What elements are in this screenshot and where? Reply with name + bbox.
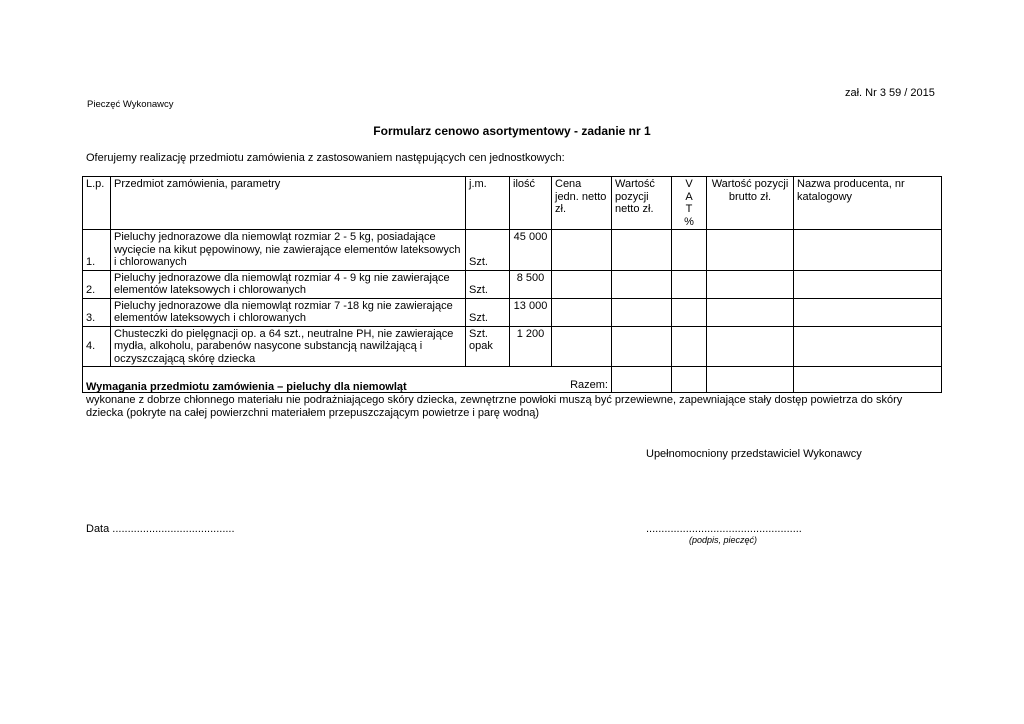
row-net-value-input[interactable] xyxy=(612,230,672,271)
document-reference: zał. Nr 3 59 / 2015 xyxy=(845,87,935,99)
row-unit-price-input[interactable] xyxy=(552,270,612,298)
header-vat: V A T % xyxy=(672,177,707,230)
requirements-text: wykonane z dobrze chłonnego materiału nie podrażniającego skóry dziecka, zewnętrzne powłoki muszą być przewiewne, zapewniające stały dostęp powietrza do skóry dziecka (pokryte na całej powierzchni materiałem przepuszczającym powietrze i parę wodną) xyxy=(86,394,903,419)
row-lp: 3. xyxy=(83,298,111,326)
row-lp: 2. xyxy=(83,270,111,298)
header-unit-price: Cena jedn. netto zł. xyxy=(552,177,612,230)
requirements-title: Wymagania przedmiotu zamówienia – pieluchy dla niemowląt xyxy=(86,381,407,393)
representative-label: Upełnomocniony przedstawiciel Wykonawcy xyxy=(646,448,862,460)
row-vat-input[interactable] xyxy=(672,298,707,326)
row-producer-input[interactable] xyxy=(794,270,942,298)
row-unit-price-input[interactable] xyxy=(552,230,612,271)
row-net-value-input[interactable] xyxy=(612,298,672,326)
row-gross-value-input[interactable] xyxy=(707,270,794,298)
row-unit: Szt. xyxy=(466,270,510,298)
row-qty: 1 200 xyxy=(510,326,552,367)
total-label: Razem: xyxy=(83,367,612,393)
row-vat-input[interactable] xyxy=(672,326,707,367)
price-table xyxy=(82,176,942,393)
contractor-stamp-label: Pieczęć Wykonawcy xyxy=(87,99,174,110)
signature-caption: (podpis, pieczęć) xyxy=(689,535,758,545)
row-net-value-input[interactable] xyxy=(612,326,672,367)
row-gross-value-input[interactable] xyxy=(707,230,794,271)
row-item: Pieluchy jednorazowe dla niemowląt rozmiar 7 -18 kg nie zawierające elementów lateksowych i chlorowanych xyxy=(111,298,466,326)
table-header-row xyxy=(83,177,942,230)
row-item: Pieluchy jednorazowe dla niemowląt rozmiar 2 - 5 kg, posiadające wycięcie na kikut pępowinowy, nie zawierające elementów lateksowych i chlorowanych xyxy=(111,230,466,271)
row-vat-input[interactable] xyxy=(672,270,707,298)
row-unit: Szt. xyxy=(466,298,510,326)
header-qty: ilość xyxy=(510,177,552,230)
row-net-value-input[interactable] xyxy=(612,270,672,298)
table-row xyxy=(83,270,942,298)
row-unit: Szt. opak xyxy=(466,326,510,367)
table-row xyxy=(83,230,942,271)
intro-text: Oferujemy realizację przedmiotu zamówienia z zastosowaniem następujących cen jednostkowych: xyxy=(86,152,565,164)
table-row xyxy=(83,326,942,367)
row-item: Pieluchy jednorazowe dla niemowląt rozmiar 4 - 9 kg nie zawierające elementów lateksowych i chlorowanych xyxy=(111,270,466,298)
row-producer-input[interactable] xyxy=(794,326,942,367)
row-qty: 13 000 xyxy=(510,298,552,326)
form-title: Formularz cenowo asortymentowy - zadanie nr 1 xyxy=(373,124,651,138)
requirements-section xyxy=(86,381,936,420)
row-gross-value-input[interactable] xyxy=(707,326,794,367)
signature-field[interactable]: ................................................... xyxy=(646,523,802,535)
row-unit-price-input[interactable] xyxy=(552,298,612,326)
row-producer-input[interactable] xyxy=(794,298,942,326)
header-item: Przedmiot zamówienia, parametry xyxy=(111,177,466,230)
header-gross-value: Wartość pozycji brutto zł. xyxy=(707,177,794,230)
row-lp: 4. xyxy=(83,326,111,367)
date-field[interactable]: Data ........................................ xyxy=(86,523,235,535)
header-producer: Nazwa producenta, nr katalogowy xyxy=(794,177,942,230)
header-net-value: Wartość pozycji netto zł. xyxy=(612,177,672,230)
row-qty: 8 500 xyxy=(510,270,552,298)
row-unit: Szt. xyxy=(466,230,510,271)
row-vat-input[interactable] xyxy=(672,230,707,271)
row-lp: 1. xyxy=(83,230,111,271)
row-producer-input[interactable] xyxy=(794,230,942,271)
table-row xyxy=(83,298,942,326)
row-gross-value-input[interactable] xyxy=(707,298,794,326)
row-qty: 45 000 xyxy=(510,230,552,271)
header-unit: j.m. xyxy=(466,177,510,230)
row-unit-price-input[interactable] xyxy=(552,326,612,367)
header-lp: L.p. xyxy=(83,177,111,230)
row-item: Chusteczki do pielęgnacji op. a 64 szt., neutralne PH, nie zawierające mydła, alkoholu, parabenów nasycone substancją nawilżającą i oczyszczającą skórę dziecka xyxy=(111,326,466,367)
